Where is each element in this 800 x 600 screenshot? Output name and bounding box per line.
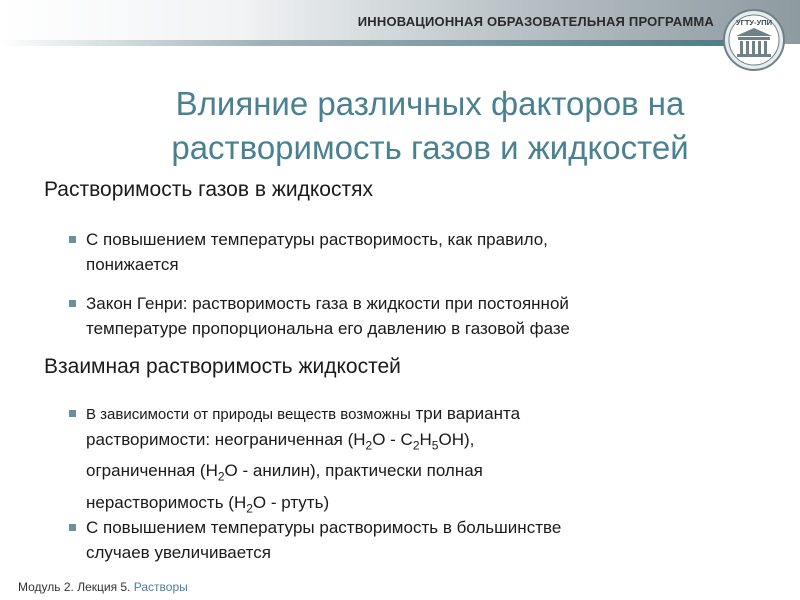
bullet-text-line: растворимости: неограниченная $(H_2O - C_2H_5OH)$, (86, 430, 475, 453)
bullet-marker-icon (69, 300, 76, 307)
bullet-text-line: В зависимости от природы веществ возможны три варианта (86, 404, 521, 423)
bullet-text-line: Закон Генри: растворимость газа в жидкости при постоянной (86, 294, 569, 313)
section-heading-liquids: Взаимная растворимость жидкостей (44, 355, 401, 378)
bullet-item (86, 401, 766, 521)
bullet-marker-icon (69, 410, 76, 417)
footer (18, 580, 188, 594)
slide-title (80, 82, 780, 170)
bullet-text-line: понижается (86, 255, 179, 274)
university-logo (722, 8, 786, 72)
bullet-item (86, 515, 766, 565)
bullet-item (86, 291, 766, 341)
slide-title-line1: Влияние различных факторов на (175, 85, 685, 122)
bullet-text-line: случаев увеличивается (86, 543, 271, 562)
bullet-text-line: С повышением температуры растворимость, как правило, (86, 230, 548, 249)
header-stripe (0, 40, 738, 46)
bullet-marker-icon (69, 524, 76, 531)
logo-text: УГТУ-УПИ (735, 18, 773, 27)
slide-title-line2: растворимость газов и жидкостей (171, 129, 689, 166)
bullet-text-line: температуре пропорциональна его давлению в газовой фазе (86, 319, 570, 338)
bullet-text-line: нерастворимость ($H_2O$ - ртуть) (86, 492, 330, 516)
section-heading-gases: Растворимость газов в жидкостях (44, 178, 373, 201)
bullet-text-line: С повышением температуры растворимость в большинстве (86, 518, 562, 537)
footer-module: Модуль 2. Лекция 5. (18, 580, 131, 594)
footer-topic: Растворы (133, 580, 188, 594)
bullet-text-line: ограниченная ($H_2O$ - анилин), практически полная (86, 461, 483, 484)
bullet-item (86, 227, 766, 277)
bullet-marker-icon (69, 236, 76, 243)
program-title: ИННОВАЦИОННАЯ ОБРАЗОВАТЕЛЬНАЯ ПРОГРАММА (357, 14, 714, 29)
